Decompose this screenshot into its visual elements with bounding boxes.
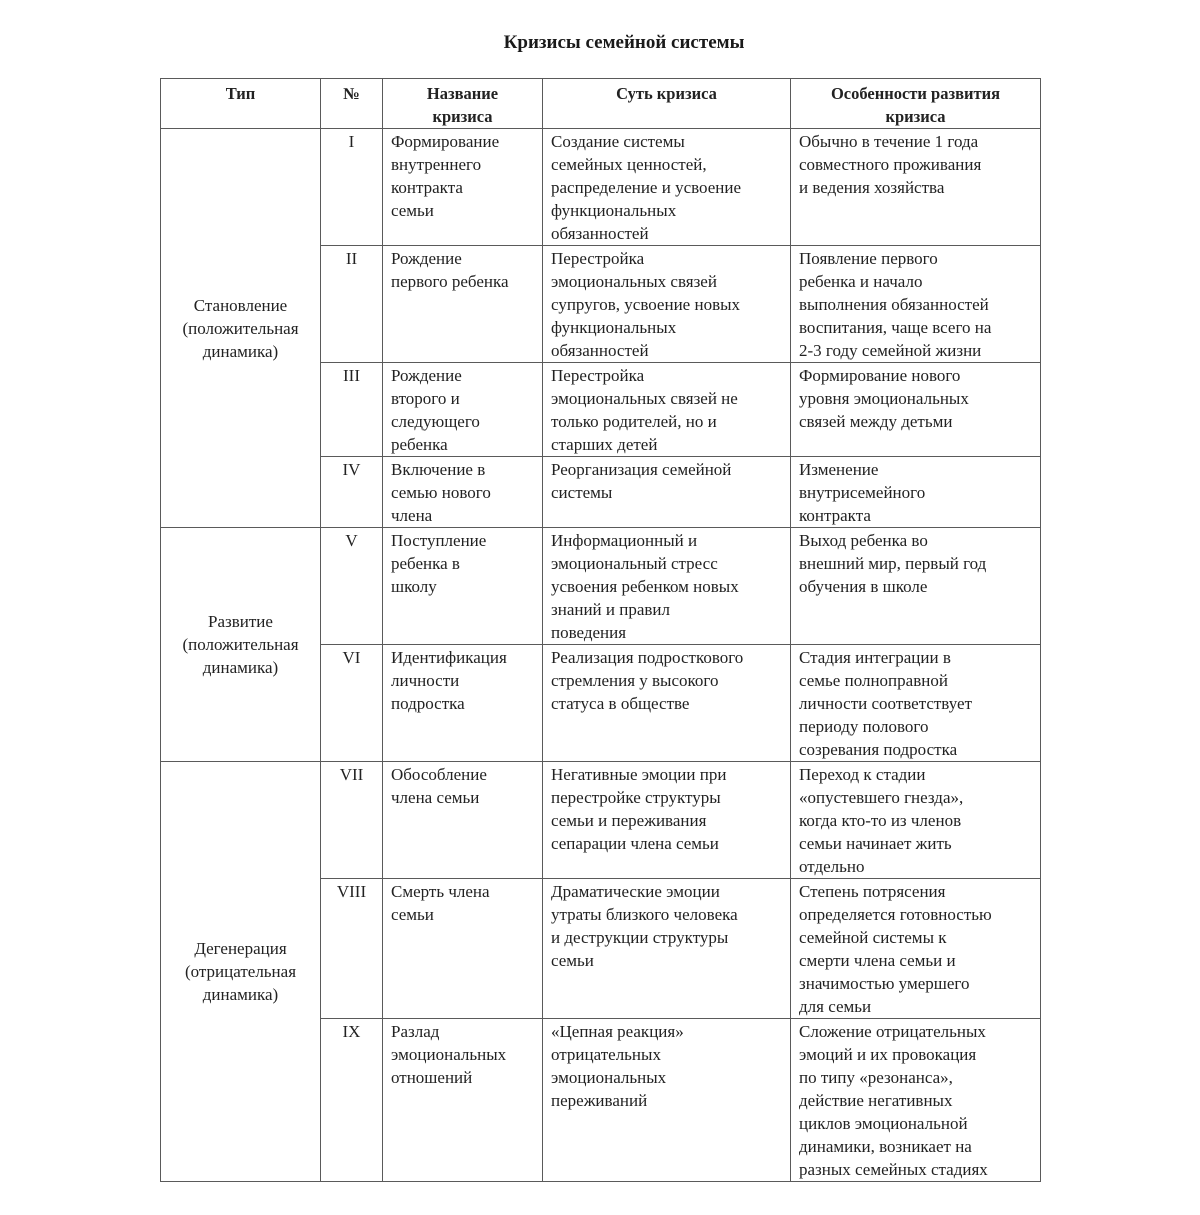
essence-cell: Реализация подросткового стремления у высокого статуса в обществе [543,645,791,762]
page-title: Кризисы семейной системы [503,32,745,53]
table-row [161,129,1041,246]
name-cell: Поступление ребенка в школу [383,528,543,645]
number-cell: I [321,129,383,246]
name-cell: Рождение первого ребенка [383,246,543,363]
features-cell: Формирование нового уровня эмоциональных связей между детьми [791,363,1041,457]
essence-cell: Негативные эмоции при перестройке структуры семьи и переживания сепарации члена семьи [543,762,791,879]
table-row [161,528,1041,645]
essence-cell: Перестройка эмоциональных связей супругов, усвоение новых функциональных обязанностей [543,246,791,363]
features-cell: Обычно в течение 1 года совместного проживания и ведения хозяйства [791,129,1041,246]
number-cell: II [321,246,383,363]
essence-cell: Драматические эмоции утраты близкого человека и деструкции структуры семьи [543,879,791,1019]
features-cell: Появление первого ребенка и начало выполнения обязанностей воспитания, чаще всего на 2-3 году семейной жизни [791,246,1041,363]
number-cell: IV [321,457,383,528]
crisis-table [160,78,1041,1182]
number-cell: VII [321,762,383,879]
number-cell: VIII [321,879,383,1019]
number-cell: IX [321,1019,383,1182]
name-cell: Смерть члена семьи [383,879,543,1019]
features-cell: Изменение внутрисемейного контракта [791,457,1041,528]
features-cell: Стадия интеграции в семье полноправной личности соответствует периоду полового созревания подростка [791,645,1041,762]
features-cell: Переход к стадии «опустевшего гнезда», когда кто-то из членов семьи начинает жить отдельно [791,762,1041,879]
number-cell: V [321,528,383,645]
table-header [161,79,1041,129]
header-type: Тип [161,79,321,129]
essence-cell: Создание системы семейных ценностей, распределение и усвоение функциональных обязанностей [543,129,791,246]
type-cell: Дегенерация (отрицательная динамика) [161,762,321,1182]
type-cell: Развитие (положительная динамика) [161,528,321,762]
number-cell: III [321,363,383,457]
name-cell: Рождение второго и следующего ребенка [383,363,543,457]
header-row [161,79,1041,129]
features-cell: Выход ребенка во внешний мир, первый год обучения в школе [791,528,1041,645]
essence-cell: Реорганизация семейной системы [543,457,791,528]
name-cell: Обособление члена семьи [383,762,543,879]
header-essence: Суть кризиса [543,79,791,129]
name-cell: Разлад эмоциональных отношений [383,1019,543,1182]
essence-cell: Информационный и эмоциональный стресс усвоения ребенком новых знаний и правил поведения [543,528,791,645]
name-cell: Формирование внутреннего контракта семьи [383,129,543,246]
header-name: Название кризиса [383,79,543,129]
table-row [161,762,1041,879]
essence-cell: «Цепная реакция» отрицательных эмоциональных переживаний [543,1019,791,1182]
type-cell: Становление (положительная динамика) [161,129,321,528]
features-cell: Сложение отрицательных эмоций и их провокация по типу «резонанса», действие негативных циклов эмоциональной динамики, возникает на разных семейных стадиях [791,1019,1041,1182]
features-cell: Степень потрясения определяется готовностью семейной системы к смерти члена семьи и значимостью умершего для семьи [791,879,1041,1019]
name-cell: Включение в семью нового члена [383,457,543,528]
number-cell: VI [321,645,383,762]
name-cell: Идентификация личности подростка [383,645,543,762]
header-features: Особенности развития кризиса [791,79,1041,129]
essence-cell: Перестройка эмоциональных связей не только родителей, но и старших детей [543,363,791,457]
header-number: № [321,79,383,129]
